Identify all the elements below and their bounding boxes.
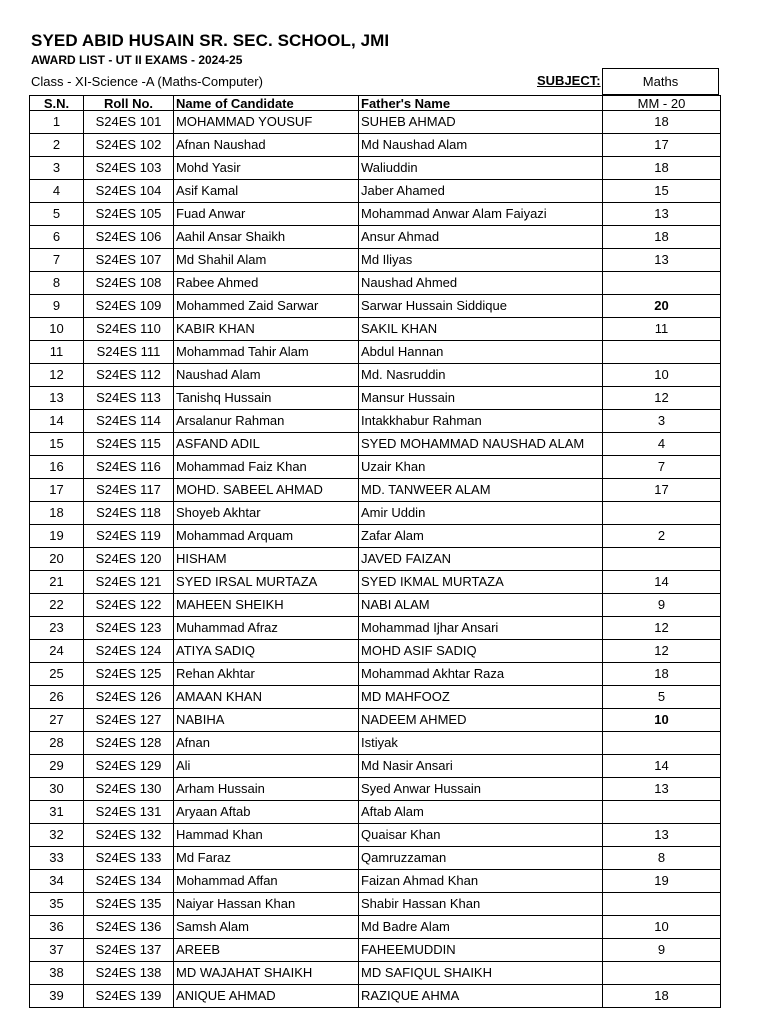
table-row bbox=[30, 433, 721, 456]
table-row bbox=[30, 824, 721, 847]
table-row bbox=[30, 617, 721, 640]
cell-father-name: Mohammad Anwar Alam Faiyazi bbox=[359, 203, 603, 226]
cell-father-name: Quaisar Khan bbox=[359, 824, 603, 847]
cell-candidate-name: Asif Kamal bbox=[174, 180, 359, 203]
cell-candidate-name: Tanishq Hussain bbox=[174, 387, 359, 410]
subject-label: SUBJECT: bbox=[537, 73, 601, 88]
cell-marks bbox=[603, 893, 721, 916]
cell-candidate-name: MOHAMMAD YOUSUF bbox=[174, 111, 359, 134]
table-row bbox=[30, 801, 721, 824]
cell-marks: 18 bbox=[603, 985, 721, 1008]
cell-father-name: Mohammad Akhtar Raza bbox=[359, 663, 603, 686]
cell-roll-no: S24ES 125 bbox=[84, 663, 174, 686]
cell-sn: 28 bbox=[30, 732, 84, 755]
cell-sn: 8 bbox=[30, 272, 84, 295]
cell-sn: 38 bbox=[30, 962, 84, 985]
cell-father-name: Zafar Alam bbox=[359, 525, 603, 548]
table-row bbox=[30, 134, 721, 157]
cell-marks: 18 bbox=[603, 663, 721, 686]
cell-candidate-name: Muhammad Afraz bbox=[174, 617, 359, 640]
cell-candidate-name: Mohammed Zaid Sarwar bbox=[174, 295, 359, 318]
table-row bbox=[30, 295, 721, 318]
cell-sn: 34 bbox=[30, 870, 84, 893]
cell-father-name: FAHEEMUDDIN bbox=[359, 939, 603, 962]
cell-candidate-name: NABIHA bbox=[174, 709, 359, 732]
cell-sn: 4 bbox=[30, 180, 84, 203]
cell-roll-no: S24ES 117 bbox=[84, 479, 174, 502]
table-row bbox=[30, 686, 721, 709]
table-row bbox=[30, 249, 721, 272]
cell-father-name: MD. TANWEER ALAM bbox=[359, 479, 603, 502]
cell-sn: 20 bbox=[30, 548, 84, 571]
cell-sn: 15 bbox=[30, 433, 84, 456]
cell-roll-no: S24ES 107 bbox=[84, 249, 174, 272]
cell-candidate-name: Mohd Yasir bbox=[174, 157, 359, 180]
cell-candidate-name: HISHAM bbox=[174, 548, 359, 571]
cell-father-name: Md Nasir Ansari bbox=[359, 755, 603, 778]
table-row bbox=[30, 387, 721, 410]
school-name: SYED ABID HUSAIN SR. SEC. SCHOOL, JMI bbox=[31, 31, 390, 50]
table-row bbox=[30, 410, 721, 433]
cell-candidate-name: Aryaan Aftab bbox=[174, 801, 359, 824]
cell-father-name: MD SAFIQUL SHAIKH bbox=[359, 962, 603, 985]
cell-sn: 37 bbox=[30, 939, 84, 962]
cell-sn: 27 bbox=[30, 709, 84, 732]
cell-sn: 25 bbox=[30, 663, 84, 686]
cell-roll-no: S24ES 120 bbox=[84, 548, 174, 571]
table-row bbox=[30, 709, 721, 732]
cell-roll-no: S24ES 108 bbox=[84, 272, 174, 295]
cell-marks bbox=[603, 341, 721, 364]
cell-candidate-name: Rehan Akhtar bbox=[174, 663, 359, 686]
cell-sn: 9 bbox=[30, 295, 84, 318]
cell-candidate-name: Afnan Naushad bbox=[174, 134, 359, 157]
cell-father-name: SYED MOHAMMAD NAUSHAD ALAM bbox=[359, 433, 603, 456]
award-list-title: AWARD LIST - UT II EXAMS - 2024-25 bbox=[31, 53, 243, 67]
table-row bbox=[30, 916, 721, 939]
cell-marks: 14 bbox=[603, 571, 721, 594]
cell-roll-no: S24ES 118 bbox=[84, 502, 174, 525]
table-row bbox=[30, 502, 721, 525]
cell-candidate-name: ASFAND ADIL bbox=[174, 433, 359, 456]
cell-father-name: Aftab Alam bbox=[359, 801, 603, 824]
cell-father-name: MOHD ASIF SADIQ bbox=[359, 640, 603, 663]
cell-roll-no: S24ES 109 bbox=[84, 295, 174, 318]
cell-candidate-name: Md Faraz bbox=[174, 847, 359, 870]
cell-roll-no: S24ES 115 bbox=[84, 433, 174, 456]
cell-candidate-name: Arham Hussain bbox=[174, 778, 359, 801]
cell-marks: 17 bbox=[603, 134, 721, 157]
cell-marks: 5 bbox=[603, 686, 721, 709]
class-label: Class - XI-Science -A (Maths-Computer) bbox=[31, 74, 263, 89]
cell-father-name: Md. Nasruddin bbox=[359, 364, 603, 387]
cell-roll-no: S24ES 127 bbox=[84, 709, 174, 732]
cell-marks: 14 bbox=[603, 755, 721, 778]
cell-father-name: RAZIQUE AHMA bbox=[359, 985, 603, 1008]
cell-father-name: Intakkhabur Rahman bbox=[359, 410, 603, 433]
cell-father-name: Uzair Khan bbox=[359, 456, 603, 479]
header-candidate-name: Name of Candidate bbox=[174, 96, 359, 111]
cell-marks: 3 bbox=[603, 410, 721, 433]
cell-sn: 6 bbox=[30, 226, 84, 249]
cell-candidate-name: Afnan bbox=[174, 732, 359, 755]
cell-marks: 12 bbox=[603, 617, 721, 640]
cell-father-name: Md Iliyas bbox=[359, 249, 603, 272]
table-row bbox=[30, 778, 721, 801]
cell-sn: 11 bbox=[30, 341, 84, 364]
cell-roll-no: S24ES 139 bbox=[84, 985, 174, 1008]
cell-marks: 11 bbox=[603, 318, 721, 341]
subject-value: Maths bbox=[602, 68, 719, 95]
cell-roll-no: S24ES 106 bbox=[84, 226, 174, 249]
cell-father-name: Shabir Hassan Khan bbox=[359, 893, 603, 916]
table-row bbox=[30, 180, 721, 203]
cell-father-name: Mansur Hussain bbox=[359, 387, 603, 410]
cell-sn: 35 bbox=[30, 893, 84, 916]
cell-sn: 21 bbox=[30, 571, 84, 594]
table-row bbox=[30, 111, 721, 134]
table-header-row bbox=[30, 96, 721, 111]
cell-father-name: NADEEM AHMED bbox=[359, 709, 603, 732]
cell-candidate-name: Fuad Anwar bbox=[174, 203, 359, 226]
cell-marks bbox=[603, 801, 721, 824]
cell-candidate-name: Samsh Alam bbox=[174, 916, 359, 939]
cell-candidate-name: Naiyar Hassan Khan bbox=[174, 893, 359, 916]
cell-sn: 36 bbox=[30, 916, 84, 939]
cell-roll-no: S24ES 103 bbox=[84, 157, 174, 180]
cell-father-name: Faizan Ahmad Khan bbox=[359, 870, 603, 893]
cell-father-name: Waliuddin bbox=[359, 157, 603, 180]
cell-candidate-name: Mohammad Tahir Alam bbox=[174, 341, 359, 364]
award-table bbox=[29, 95, 721, 1008]
cell-sn: 17 bbox=[30, 479, 84, 502]
header-sn: S.N. bbox=[30, 96, 84, 111]
cell-sn: 24 bbox=[30, 640, 84, 663]
table-row bbox=[30, 847, 721, 870]
cell-sn: 30 bbox=[30, 778, 84, 801]
cell-marks: 9 bbox=[603, 939, 721, 962]
table-row bbox=[30, 732, 721, 755]
cell-sn: 14 bbox=[30, 410, 84, 433]
cell-sn: 39 bbox=[30, 985, 84, 1008]
cell-marks bbox=[603, 272, 721, 295]
cell-roll-no: S24ES 102 bbox=[84, 134, 174, 157]
cell-roll-no: S24ES 130 bbox=[84, 778, 174, 801]
cell-marks bbox=[603, 732, 721, 755]
cell-marks: 12 bbox=[603, 387, 721, 410]
table-row bbox=[30, 755, 721, 778]
cell-marks: 19 bbox=[603, 870, 721, 893]
cell-marks: 13 bbox=[603, 824, 721, 847]
cell-sn: 29 bbox=[30, 755, 84, 778]
table-row bbox=[30, 341, 721, 364]
cell-sn: 18 bbox=[30, 502, 84, 525]
cell-father-name: Ansur Ahmad bbox=[359, 226, 603, 249]
cell-roll-no: S24ES 101 bbox=[84, 111, 174, 134]
cell-roll-no: S24ES 123 bbox=[84, 617, 174, 640]
cell-father-name: Abdul Hannan bbox=[359, 341, 603, 364]
cell-marks: 18 bbox=[603, 226, 721, 249]
cell-marks: 18 bbox=[603, 111, 721, 134]
cell-roll-no: S24ES 134 bbox=[84, 870, 174, 893]
cell-marks: 10 bbox=[603, 916, 721, 939]
cell-father-name: Naushad Ahmed bbox=[359, 272, 603, 295]
cell-candidate-name: MAHEEN SHEIKH bbox=[174, 594, 359, 617]
cell-candidate-name: Rabee Ahmed bbox=[174, 272, 359, 295]
cell-marks: 18 bbox=[603, 157, 721, 180]
table-row bbox=[30, 870, 721, 893]
cell-roll-no: S24ES 132 bbox=[84, 824, 174, 847]
cell-sn: 31 bbox=[30, 801, 84, 824]
table-row bbox=[30, 525, 721, 548]
header-roll-no: Roll No. bbox=[84, 96, 174, 111]
cell-candidate-name: Md Shahil Alam bbox=[174, 249, 359, 272]
cell-father-name: Syed Anwar Hussain bbox=[359, 778, 603, 801]
cell-father-name: Jaber Ahamed bbox=[359, 180, 603, 203]
cell-roll-no: S24ES 135 bbox=[84, 893, 174, 916]
cell-father-name: JAVED FAIZAN bbox=[359, 548, 603, 571]
cell-marks: 13 bbox=[603, 249, 721, 272]
cell-marks: 12 bbox=[603, 640, 721, 663]
cell-marks: 10 bbox=[603, 364, 721, 387]
cell-father-name: MD MAHFOOZ bbox=[359, 686, 603, 709]
cell-roll-no: S24ES 131 bbox=[84, 801, 174, 824]
cell-sn: 13 bbox=[30, 387, 84, 410]
cell-roll-no: S24ES 129 bbox=[84, 755, 174, 778]
cell-candidate-name: ANIQUE AHMAD bbox=[174, 985, 359, 1008]
table-row bbox=[30, 456, 721, 479]
cell-roll-no: S24ES 136 bbox=[84, 916, 174, 939]
cell-roll-no: S24ES 133 bbox=[84, 847, 174, 870]
cell-sn: 1 bbox=[30, 111, 84, 134]
cell-candidate-name: SYED IRSAL MURTAZA bbox=[174, 571, 359, 594]
cell-marks bbox=[603, 962, 721, 985]
cell-marks: 2 bbox=[603, 525, 721, 548]
cell-candidate-name: Mohammad Arquam bbox=[174, 525, 359, 548]
cell-marks: 8 bbox=[603, 847, 721, 870]
cell-sn: 26 bbox=[30, 686, 84, 709]
cell-candidate-name: ATIYA SADIQ bbox=[174, 640, 359, 663]
cell-roll-no: S24ES 128 bbox=[84, 732, 174, 755]
cell-roll-no: S24ES 116 bbox=[84, 456, 174, 479]
cell-sn: 22 bbox=[30, 594, 84, 617]
table-row bbox=[30, 571, 721, 594]
table-row bbox=[30, 272, 721, 295]
cell-marks: 4 bbox=[603, 433, 721, 456]
cell-roll-no: S24ES 104 bbox=[84, 180, 174, 203]
table-row bbox=[30, 663, 721, 686]
cell-roll-no: S24ES 138 bbox=[84, 962, 174, 985]
cell-father-name: Istiyak bbox=[359, 732, 603, 755]
cell-roll-no: S24ES 119 bbox=[84, 525, 174, 548]
cell-sn: 5 bbox=[30, 203, 84, 226]
table-row bbox=[30, 939, 721, 962]
cell-roll-no: S24ES 111 bbox=[84, 341, 174, 364]
cell-roll-no: S24ES 126 bbox=[84, 686, 174, 709]
cell-father-name: SYED IKMAL MURTAZA bbox=[359, 571, 603, 594]
cell-sn: 3 bbox=[30, 157, 84, 180]
table-row bbox=[30, 893, 721, 916]
cell-sn: 23 bbox=[30, 617, 84, 640]
table-row bbox=[30, 548, 721, 571]
cell-candidate-name: MD WAJAHAT SHAIKH bbox=[174, 962, 359, 985]
cell-sn: 19 bbox=[30, 525, 84, 548]
cell-marks bbox=[603, 548, 721, 571]
table-row bbox=[30, 640, 721, 663]
cell-marks: 13 bbox=[603, 203, 721, 226]
cell-candidate-name: AMAAN KHAN bbox=[174, 686, 359, 709]
cell-father-name: SAKIL KHAN bbox=[359, 318, 603, 341]
header-father-name: Father's Name bbox=[359, 96, 603, 111]
cell-candidate-name: Ali bbox=[174, 755, 359, 778]
cell-candidate-name: Shoyeb Akhtar bbox=[174, 502, 359, 525]
table-row bbox=[30, 364, 721, 387]
cell-marks: 7 bbox=[603, 456, 721, 479]
cell-roll-no: S24ES 137 bbox=[84, 939, 174, 962]
cell-marks: 13 bbox=[603, 778, 721, 801]
cell-sn: 10 bbox=[30, 318, 84, 341]
cell-candidate-name: MOHD. SABEEL AHMAD bbox=[174, 479, 359, 502]
cell-marks: 17 bbox=[603, 479, 721, 502]
cell-father-name: Md Badre Alam bbox=[359, 916, 603, 939]
cell-roll-no: S24ES 121 bbox=[84, 571, 174, 594]
cell-roll-no: S24ES 110 bbox=[84, 318, 174, 341]
cell-candidate-name: Naushad Alam bbox=[174, 364, 359, 387]
table-row bbox=[30, 226, 721, 249]
table-row bbox=[30, 985, 721, 1008]
cell-sn: 33 bbox=[30, 847, 84, 870]
header-max-marks: MM - 20 bbox=[603, 96, 721, 111]
cell-candidate-name: Arsalanur Rahman bbox=[174, 410, 359, 433]
cell-candidate-name: AREEB bbox=[174, 939, 359, 962]
cell-father-name: Md Naushad Alam bbox=[359, 134, 603, 157]
cell-sn: 7 bbox=[30, 249, 84, 272]
cell-father-name: Amir Uddin bbox=[359, 502, 603, 525]
cell-candidate-name: Mohammad Faiz Khan bbox=[174, 456, 359, 479]
table-row bbox=[30, 318, 721, 341]
cell-roll-no: S24ES 124 bbox=[84, 640, 174, 663]
cell-marks: 10 bbox=[603, 709, 721, 732]
table-row bbox=[30, 962, 721, 985]
cell-sn: 16 bbox=[30, 456, 84, 479]
cell-candidate-name: Hammad Khan bbox=[174, 824, 359, 847]
cell-sn: 2 bbox=[30, 134, 84, 157]
cell-father-name: SUHEB AHMAD bbox=[359, 111, 603, 134]
cell-candidate-name: KABIR KHAN bbox=[174, 318, 359, 341]
cell-marks bbox=[603, 502, 721, 525]
cell-marks: 20 bbox=[603, 295, 721, 318]
table-row bbox=[30, 479, 721, 502]
cell-father-name: NABI ALAM bbox=[359, 594, 603, 617]
cell-father-name: Sarwar Hussain Siddique bbox=[359, 295, 603, 318]
cell-sn: 12 bbox=[30, 364, 84, 387]
cell-candidate-name: Mohammad Affan bbox=[174, 870, 359, 893]
cell-father-name: Qamruzzaman bbox=[359, 847, 603, 870]
cell-marks: 9 bbox=[603, 594, 721, 617]
cell-father-name: Mohammad Ijhar Ansari bbox=[359, 617, 603, 640]
cell-roll-no: S24ES 105 bbox=[84, 203, 174, 226]
cell-roll-no: S24ES 112 bbox=[84, 364, 174, 387]
cell-roll-no: S24ES 122 bbox=[84, 594, 174, 617]
table-row bbox=[30, 157, 721, 180]
cell-roll-no: S24ES 114 bbox=[84, 410, 174, 433]
cell-roll-no: S24ES 113 bbox=[84, 387, 174, 410]
cell-sn: 32 bbox=[30, 824, 84, 847]
table-row bbox=[30, 203, 721, 226]
cell-candidate-name: Aahil Ansar Shaikh bbox=[174, 226, 359, 249]
cell-marks: 15 bbox=[603, 180, 721, 203]
table-row bbox=[30, 594, 721, 617]
